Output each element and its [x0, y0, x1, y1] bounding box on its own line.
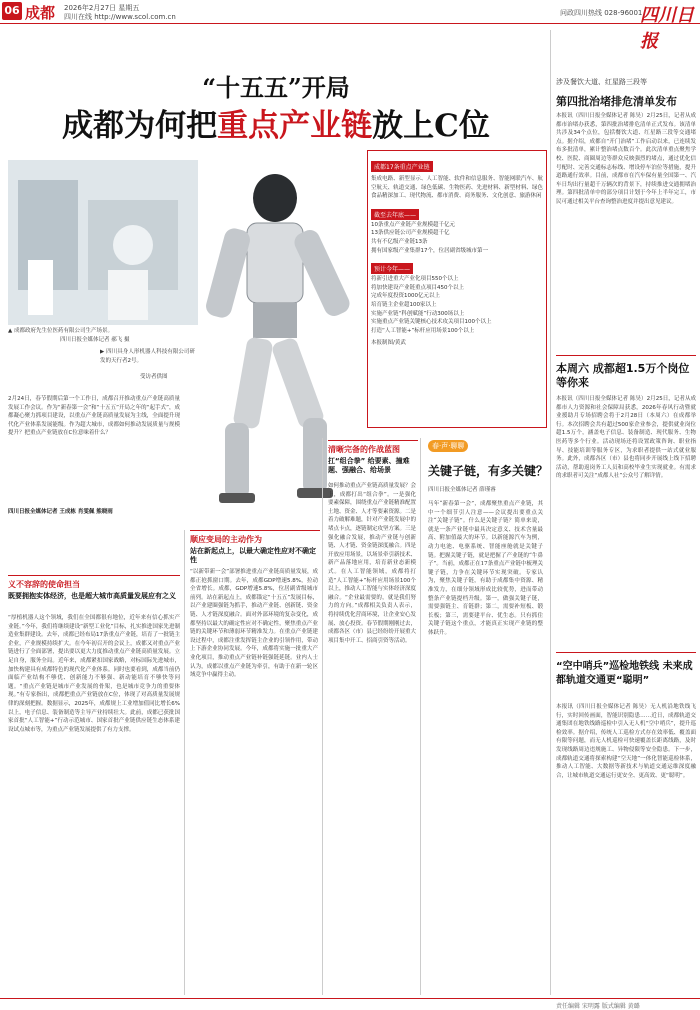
col2-subtitle: 顺应变局的主动作为 — [190, 535, 262, 544]
sidebar-plan: 实施产业链“科创赋能”行动300场以上 — [371, 310, 465, 317]
sidebar-stat: 共有不亿级产业链13条 — [371, 238, 428, 245]
news1-title: 第四批治堵排危清单发布 — [556, 95, 677, 108]
rule — [190, 530, 320, 531]
news3-body: 本报讯（四川日报全媒体记者 陈昊）无人机沿地铁线飞行，实时回传画面，智能识别隐患……近日，成都轨道交通集团在地铁线路巡检中引入无人机“空中哨兵”，提升巡检效率。据介绍，传统人工巡检方式存在效率低、覆盖面有限等问题，而无人机巡检可快速覆盖长距离线路，及时发现线路周边违规施工、异物侵限等安全隐患。下一步，成都轨道交通将探索构建“空天地”一体化智能巡检体系，推动人工智能、大数据等新技术与轨道交通运维深度融合，让城市轨道交通运行更安全、更高效、更“聪明”。 — [556, 704, 696, 779]
photo-credit-2: 受访者供图 — [140, 374, 168, 380]
commentary-tag: 春·声·聊聊 — [428, 440, 468, 452]
news2-body: 本报讯（四川日报全媒体记者 陈昊）2月25日，记者从成都市人力资源和社会保障局获悉，2026年春风行动暨就业援助月专场招聘会将于2月28日（本周六）在成都举行。本次招聘会共有超过500家企业参会，提供就业岗位超1.5万个，涵盖电子信息、装备制造、现代服务、生物医药等多个行业。活动现场还将设置政策咨询、职业指导、技能培训等服务专区，为求职者提供一站式就业服务。此外，成都各区（市）县也将同步开展线上线下招聘活动，帮助返岗务工人员和高校毕业生实现就业。有需求的求职者可关注“成都人社”公众号了解详情。 — [556, 396, 696, 480]
section-name: 成都 — [25, 4, 56, 22]
commentary-title: 关键子链，有多关键？ — [428, 464, 549, 478]
kicker-title: “十五五”开局 — [202, 73, 350, 102]
sidebar-chains-list: 集成电路、新型显示、人工智能、软件和信息服务、智能网联汽车、航空航天、轨道交通、绿色低碳、生物医药、先进材料、新型材料、绿色食品精深加工、现代物流、都市消费、商务服务、文化创意、旅游休闲 — [371, 176, 543, 200]
news1-body: 本报讯（四川日报全媒体记者 陈昊）2月25日，记者从成都市治堵办获悉，第四批治堵排危清单正式发布。该清单共涉及34个点位，包括餐饮大道、红星路三段等交通堵点。据介绍，成都自“开门治堵”工作启动以来，已连续发布多批清单，累计整治堵点数百个。此次清单重点聚焦学校、医院、商圈周边等群众反映强烈的堵点，通过优化信号配时、完善交通标志标线、增设停车泊位等措施，提升道路通行效率。目前，成都市在汽车保有量全国第一、汽车日均出行量超千万辆次的背景下，持续推进交通拥堵治理。第四批清单中的部分项目计划于今年上半年完工，市民可通过相关平台查询整治进度并提出意见建议。 — [556, 113, 696, 205]
news2-title: 本周六 成都超1.5万个岗位等你来 — [556, 362, 690, 389]
col1-subtitle: 义不容辞的使命担当 — [8, 580, 80, 589]
headline-highlight: 重点产业链 — [217, 108, 373, 144]
sidebar-tag-plans: 预计今年—— — [371, 263, 413, 274]
sidebar-stat: 10条重点产业链产业规模超千亿元 — [371, 221, 455, 228]
rule — [328, 440, 418, 441]
masthead-bar — [0, 0, 700, 52]
rule — [556, 355, 696, 356]
sidebar-stat: 13条供应链公司产业规模超千亿 — [371, 230, 450, 237]
col2-deck: 站在新起点上，以最大确定性应对不确定性 — [190, 547, 316, 564]
main-headline — [0, 100, 552, 145]
divider — [184, 530, 185, 995]
sidebar-plan: 实施重点产业链关键核心技术攻关项目100个以上 — [371, 319, 492, 326]
col1-body: “厚植机器人这个领域，我们在全国都很有地位，近年来有信心抓实产业链。”今年，我们将继续建设“新型工业化”目标，扎实推进国家先进制造业集群建设。去年，成都已经布局17条重点产业链，培育了一批链主企业，产业规模持续扩大。在今年初召开的会议上，成都又对重点产业链进行了全面部署，提出要以更大力度推动重点产业链高质量发展。立足自身，服务全局。近年来，成都紧扣国家战略，对标国际先进城市，加快构建具有成都特色的现代化产业体系。同时也要看到，成都当前仍面临产业结构不够优、创新能力不够强、新动能培育不够快等问题。“重点产业链是城市产业发展的骨架，也是城市竞争力的重要体现。”有专家指出，成都把重点产业链放在C位，体现了对高质量发展规律的深刻把握。数据显示，2025年，成都规上工业增加值同比增长6%以上，电子信息、装备制造等主导产业持续壮大。此前，成都已获批国家首批“人工智能+”行动示范城市、国家首批产业链供应链生态体系建设试点城市等，为重点产业链发展提供了有力支撑。 — [8, 615, 180, 733]
newspaper-logo: 四川日报 — [640, 5, 694, 52]
photo-credit-1: 四川日报全媒体记者 郝飞 摄 — [60, 337, 130, 343]
news1-pretitle: 涉及餐饮大道、红星路三段等 — [556, 78, 647, 86]
divider — [550, 30, 551, 995]
commentary-author: 四川日报全媒体记者 薛瑾睿 — [428, 487, 496, 493]
photo-caption-1: ▲ 成都政府先生位医药有限公司生产场景。 — [8, 328, 113, 334]
divider — [420, 438, 421, 995]
rule — [8, 575, 180, 576]
page-footer — [0, 998, 700, 1010]
col3-deck: 扛“组合拳” 给要素、撞难题、强融合、给场景 — [328, 457, 410, 474]
col3-body: 如何推动重点产业链高质量发展？会上，成都打出“组合拳”。一是强化要素保障，围绕重点产业链精准配置土地、资金、人才等要素资源。二是着力破解难题，针对产业链发展中的堵点卡点，逐链制定攻坚方案。三是强化融合发展，推动产业链与创新链、人才链、资金链深度融合。四是开放应用场景，以场景牵引新技术、新产品落地应用，培育新业态新模式。在人工智能领域，成都将打造“人工智能+”标杆应用场景100个以上，推动人工智能与实体经济深度融合。“企业最需要的，就是我们努力的方向。”成都相关负责人表示，将持续优化营商环境，让企业安心发展、放心投资。春节假期刚刚过去，成都各区（市）县已经纷纷开展重大项目集中开工、招商引资等活动。 — [328, 483, 416, 644]
site-url: 四川在线 http://www.scol.com.cn — [64, 13, 176, 21]
sidebar-tag-stats: 截至去年底—— — [371, 209, 419, 220]
photo-caption-2: ▶ 四川具身人形机器人科技有限公司研发的天行者2号。 — [100, 349, 195, 364]
page-number: 06 — [2, 2, 22, 20]
sidebar-plan: 将加快建设产业链重点项目450个以上 — [371, 284, 464, 291]
sidebar-plan: 将新引进重大产业化项目550个以上 — [371, 276, 459, 283]
col3-subtitle: 清晰完备的作战蓝图 — [328, 445, 400, 454]
sidebar-plan: 培育链主企业超100家以上 — [371, 301, 437, 308]
issue-date: 2026年2月27日 星期五 — [64, 4, 140, 12]
headline-part1: 成都为何把 — [62, 108, 218, 144]
sidebar-plan: 完成年度投资1000亿元以上 — [371, 293, 440, 300]
hotline: 问政四川热线 028-96001 — [560, 9, 643, 17]
photo-lab — [8, 160, 198, 325]
col1-deck: 既要拥抱实体经济，也是超大城市高质量发展应有之义 — [8, 592, 176, 600]
sidebar-source: 本报制图/黄武 — [371, 340, 406, 347]
sidebar-tag-chains: 成都17条重点产业链 — [371, 161, 433, 172]
commentary-body: 马年“新春第一会”，成都聚焦重点产业链，其中一个细节引人注意——会议提出要重点关注“关键子链”。什么是关键子链？简单来说，就是一条产业链中最具决定意义、技术含量最高、附加值最大的环节。以新能源汽车为例，动力电池、电驱系统、智能座舱就是关键子链。把握关键子链，就是把握了产业链的“牛鼻子”。当前，成都正在17条重点产业链中梳理关键子链，力争在关键环节实现突破。专家认为，聚焦关键子链，有助于成都集中资源、精准发力，在细分领域形成比较优势，进而带动整条产业链提档升级。第一，做强关键子链，需要强链主、育链群；第二，需要补短板、锻长板；第三，需要建平台、优生态。只有抓住关键子链这个重点，才能真正实现产业链的整体跃升。 — [428, 501, 543, 636]
lab-equipment-icon — [8, 160, 198, 325]
footer-editors: 责任编辑 宋明露 版式编辑 黄璐 — [556, 1003, 640, 1010]
lead-authors: 四川日报全媒体记者 王成栋 肖雯佩 熊晓雨 — [8, 509, 113, 515]
rule — [556, 652, 696, 653]
col2-body: “以新带新一会”部署推进重点产业链高质量发展，成都正抢抓窗口期。去年，成都GDP增速5.8%，拉动全省增长。成都，GDP增速5.8%，位居副省级城市前列。站在新起点上，成都锚定“十五五”发展目标，以产业建圈强链为抓手，推动产业链、创新链、资金链、人才链深度融合。面对外部环境的复杂变化，成都坚持以最大的确定性应对不确定性，聚焦重点产业链的关键环节和薄弱环节精准发力。在重点产业链建设过程中，成都注重发挥链主企业的引领作用，带动上下游企业协同发展。今年，成都将实施一批重大产业化项目，推动重点产业链补链强链延链。业内人士认为，成都以重点产业链为牵引，有助于在新一轮区域竞争中赢得主动。 — [190, 569, 318, 679]
facts-sidebar — [367, 150, 547, 428]
news3-title: “空中哨兵”巡检地铁线 未来成都轨道交通更“聪明” — [556, 661, 693, 686]
headline-part2: 放上C位 — [372, 108, 490, 144]
lead-paragraph: 2月24日，春节假期后第一个工作日，成都召开推动重点产业链高质量发展工作会议。作为“新春第一会”和“十五五”开局之年的“起手式”，成都凝心聚力抓项目建设，以重点产业链高质量发展为主线，全面提升现代化产业体系发展能级。作为超大城市，成都如何推动发展质量与规模提升？把重点产业链放在C位意味着什么？ — [8, 396, 180, 437]
sidebar-stat: 拥有国家级产业集群17个，位居副省级城市第一 — [371, 247, 489, 254]
sidebar-plan: 打造“人工智能+”标杆应用场景100个以上 — [371, 327, 475, 334]
divider — [322, 438, 323, 995]
